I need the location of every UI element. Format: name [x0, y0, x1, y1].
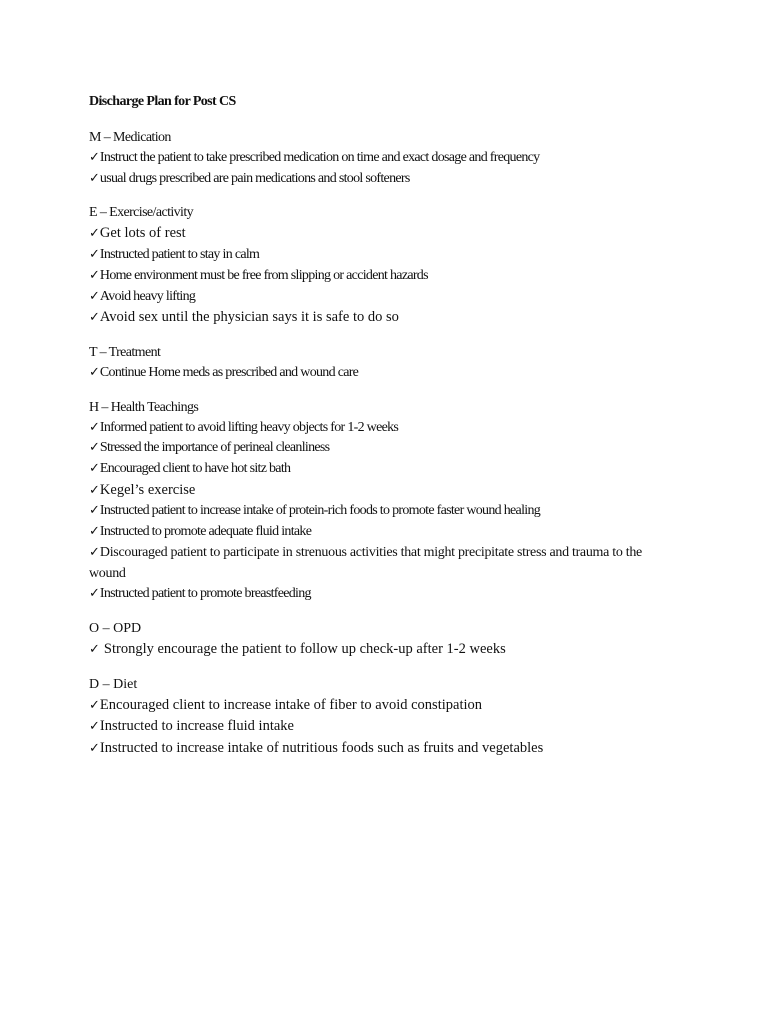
list-item: ✓Informed patient to avoid lifting heavy objects for 1-2 weeks — [89, 418, 689, 439]
list-item: ✓Avoid sex until the physician says it is safe to do so — [89, 307, 689, 329]
list-item: ✓ Strongly encourage the patient to follow up check-up after 1-2 weeks — [89, 639, 689, 661]
section-opd — [89, 619, 689, 661]
list-item: ✓Instructed to increase fluid intake — [89, 716, 689, 738]
checkmark-icon: ✓ — [89, 226, 100, 242]
checkmark-icon: ✓ — [89, 440, 100, 456]
section-diet — [89, 675, 689, 760]
checkmark-icon: ✓ — [89, 586, 100, 602]
checkmark-icon: ✓ — [89, 247, 100, 263]
list-item: ✓Encouraged client to increase intake of fiber to avoid constipation — [89, 695, 689, 717]
checkmark-icon: ✓ — [89, 364, 100, 380]
section-medication — [89, 128, 689, 189]
checkmark-icon: ✓ — [89, 544, 100, 560]
list-item: ✓Home environment must be free from slipping or accident hazards — [89, 266, 689, 287]
checkmark-icon: ✓ — [89, 482, 100, 498]
section-exercise — [89, 203, 689, 329]
section-treatment — [89, 343, 689, 384]
section-heading: E – Exercise/activity — [89, 205, 194, 221]
list-item: ✓Encouraged client to have hot sitz bath — [89, 459, 689, 480]
checkmark-icon: ✓ — [89, 150, 100, 165]
checkmark-icon: ✓ — [89, 741, 100, 757]
checkmark-icon: ✓ — [89, 524, 100, 540]
list-item: ✓Instructed patient to increase intake of protein-rich foods to promote faster wound healing — [89, 501, 689, 522]
document-title: Discharge Plan for Post CS — [89, 94, 236, 109]
section-health-teachings — [89, 398, 689, 605]
section-heading: O – OPD — [89, 620, 142, 636]
checkmark-icon: ✓ — [89, 267, 100, 283]
section-heading: M – Medication — [89, 130, 171, 145]
list-item: ✓Continue Home meds as prescribed and wound care — [89, 363, 689, 384]
checkmark-icon: ✓ — [89, 461, 100, 477]
checkmark-icon: ✓ — [89, 310, 100, 326]
list-item: ✓Kegel’s exercise — [89, 480, 689, 502]
checkmark-icon: ✓ — [89, 697, 100, 713]
list-item: ✓Avoid heavy lifting — [89, 287, 689, 308]
list-item: ✓Instructed patient to stay in calm — [89, 245, 689, 266]
list-item: ✓Instructed to promote adequate fluid intake — [89, 522, 689, 543]
list-item: ✓Instructed patient to promote breastfeeding — [89, 584, 689, 605]
list-item: ✓Instruct the patient to take prescribed medication on time and exact dosage and frequency — [89, 148, 689, 169]
list-item: ✓Stressed the importance of perineal cleanliness — [89, 438, 689, 459]
checkmark-icon: ✓ — [89, 503, 100, 519]
list-item: ✓Instructed to increase intake of nutritious foods such as fruits and vegetables — [89, 738, 689, 760]
checkmark-icon: ✓ — [89, 170, 100, 186]
checkmark-icon: ✓ — [89, 288, 100, 304]
document-page — [89, 92, 689, 774]
list-item: ✓usual drugs prescribed are pain medications and stool softeners — [89, 169, 689, 190]
checkmark-icon: ✓ — [89, 419, 100, 435]
checkmark-icon: ✓ — [89, 719, 100, 735]
list-item: ✓Discouraged patient to participate in strenuous activities that might precipitate stress and trauma to the wound — [89, 544, 642, 581]
list-item: ✓Get lots of rest — [89, 223, 689, 245]
section-heading: T – Treatment — [89, 344, 161, 360]
section-heading: H – Health Teachings — [89, 399, 199, 415]
checkmark-icon: ✓ — [89, 641, 100, 657]
section-heading: D – Diet — [89, 676, 138, 692]
